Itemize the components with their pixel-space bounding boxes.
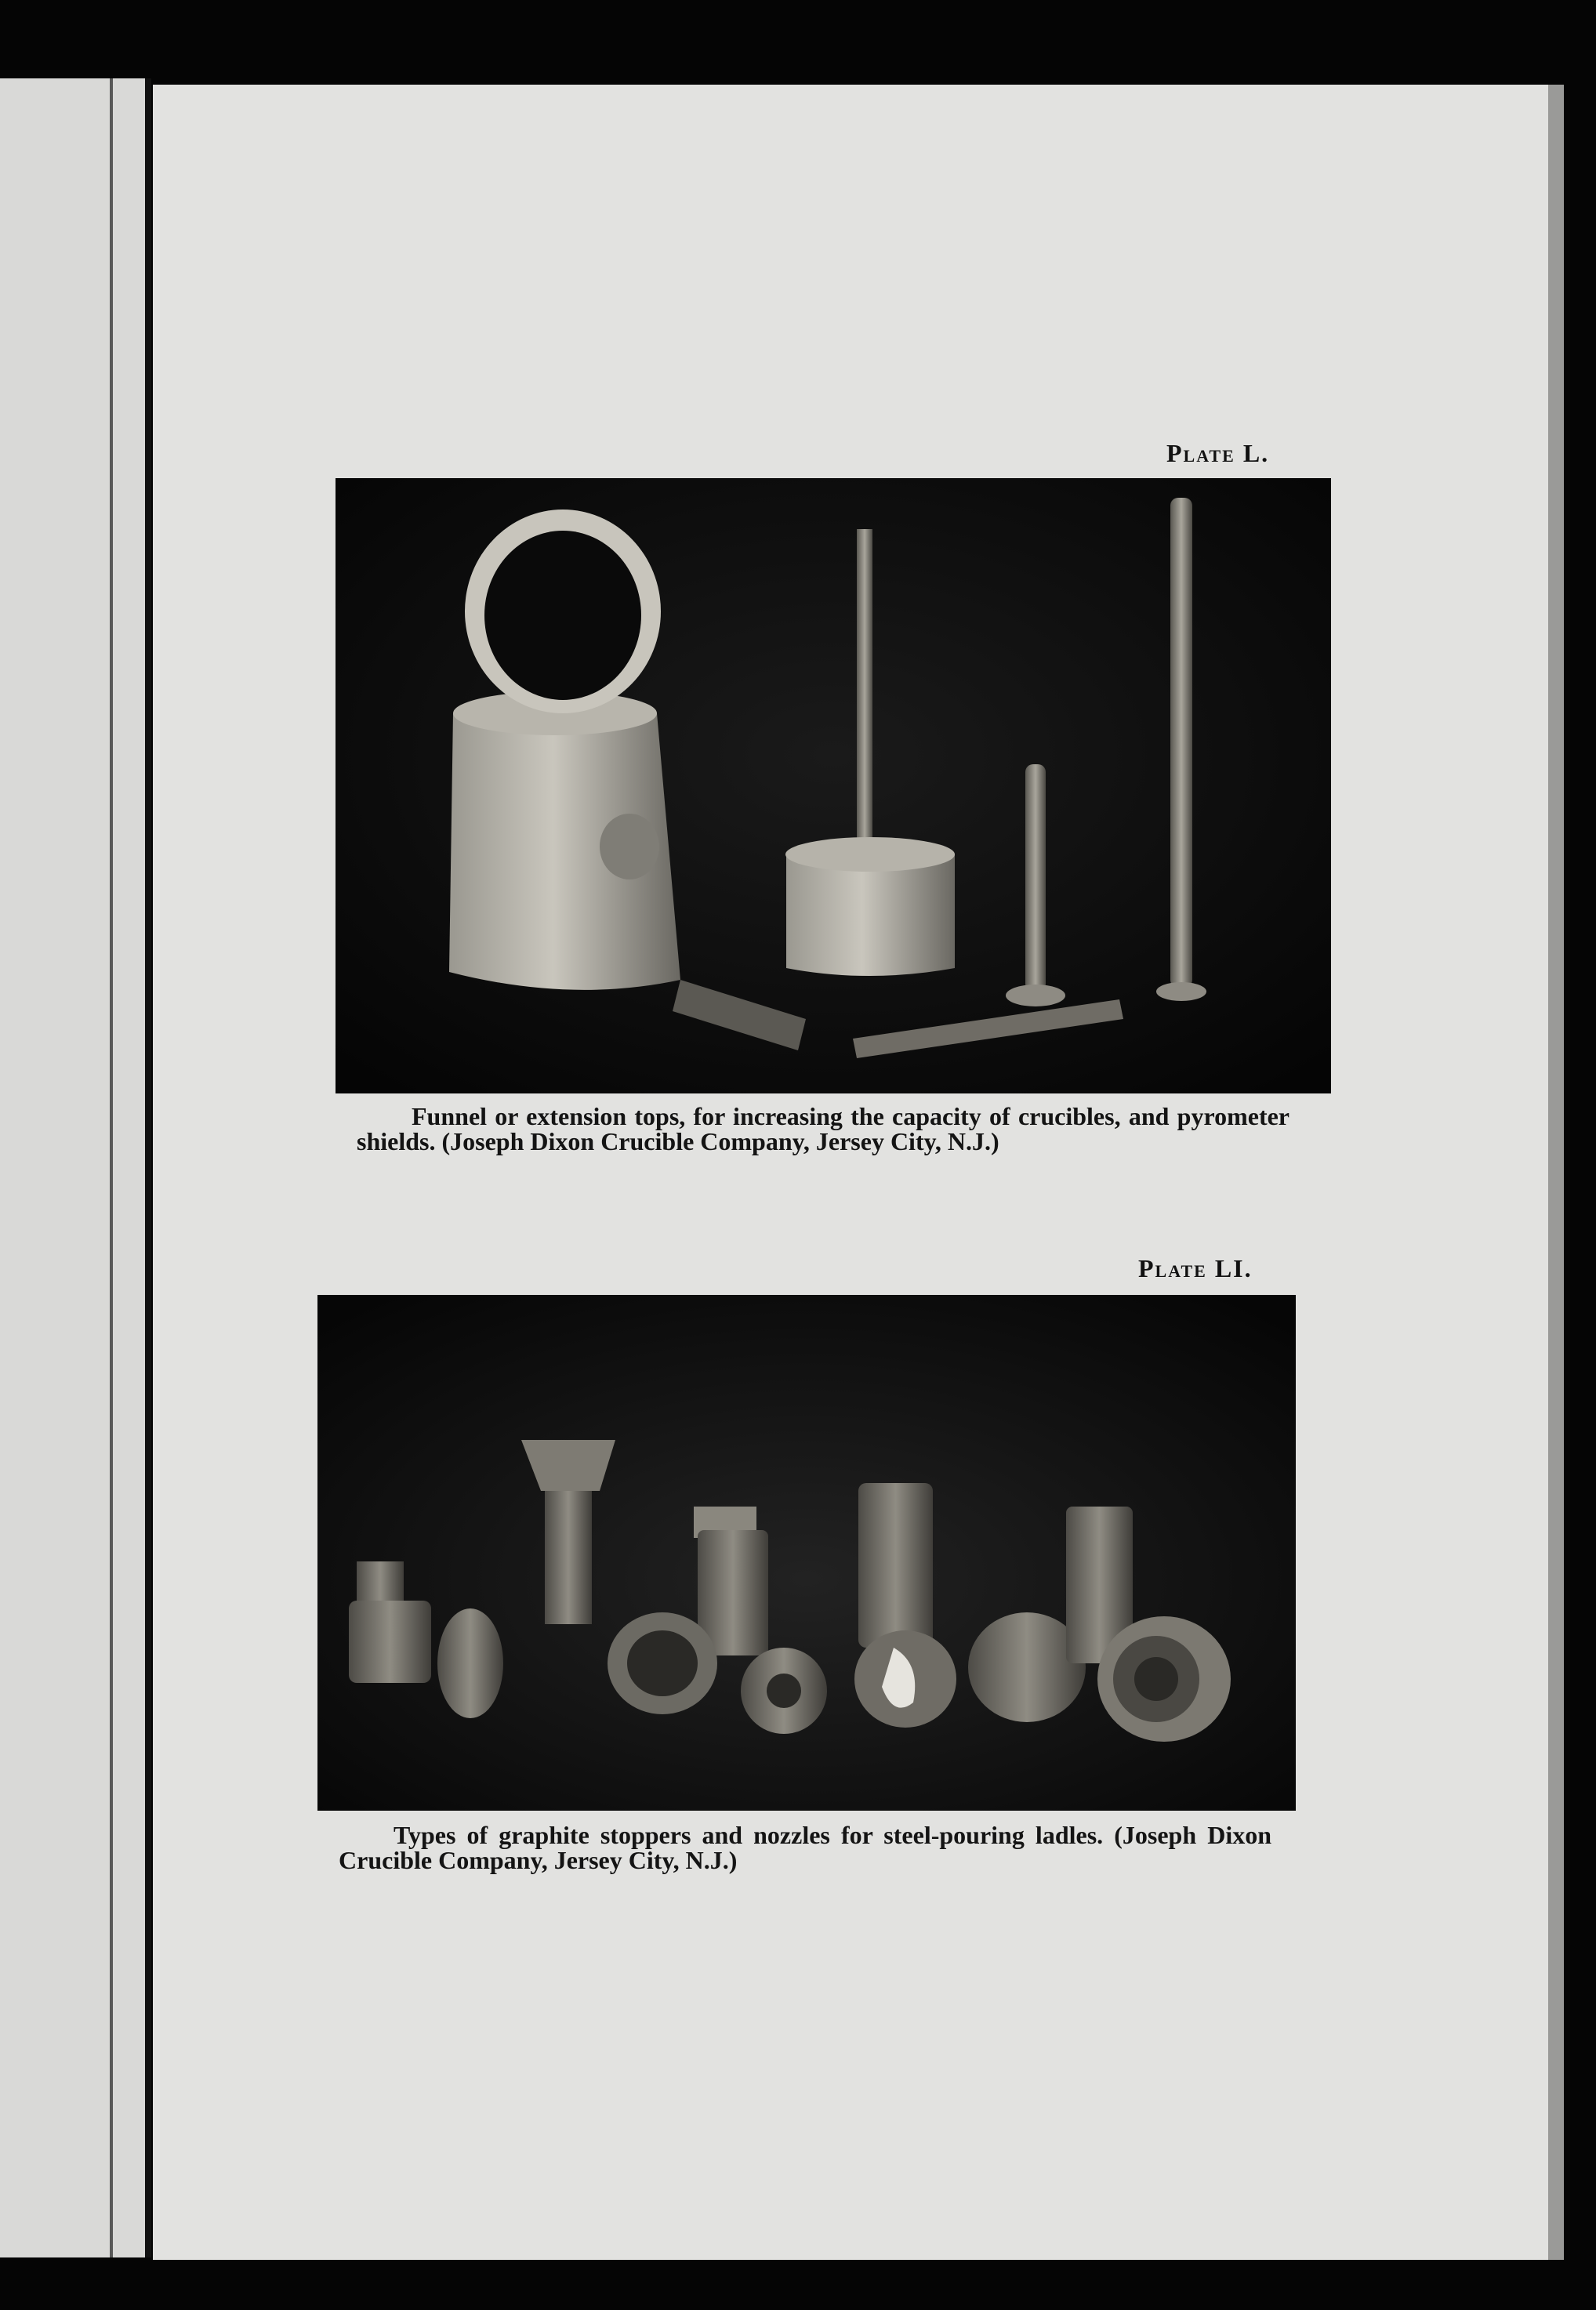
plate-1-label: Plate L.: [1166, 439, 1270, 467]
plate-1-caption-text: Funnel or extension tops, for increasing the capacity of crucibles, and pyrometer shields. (Joseph Dixon Crucible Company, Jersey City, N.J.): [357, 1102, 1289, 1155]
plate-1-caption: [357, 1104, 1289, 1154]
plate-2-photo: [317, 1295, 1296, 1811]
facing-page: [0, 78, 149, 2257]
plate-1-image: [336, 478, 1331, 1093]
plate-2-caption-text: Types of graphite stoppers and nozzles for steel-pouring ladles. (Joseph Dixon Crucible Company, Jersey City, N.J.): [339, 1821, 1271, 1874]
plate-2-image: [317, 1295, 1296, 1811]
plate-2-label: Plate LI.: [1138, 1254, 1253, 1282]
book-page: [153, 85, 1548, 2260]
plate-1-photo: [336, 478, 1331, 1093]
facing-page-fold: [110, 78, 113, 2257]
book-gutter: [145, 78, 151, 2257]
page-edge: [1548, 85, 1564, 2260]
plate-2-caption: [339, 1822, 1271, 1873]
